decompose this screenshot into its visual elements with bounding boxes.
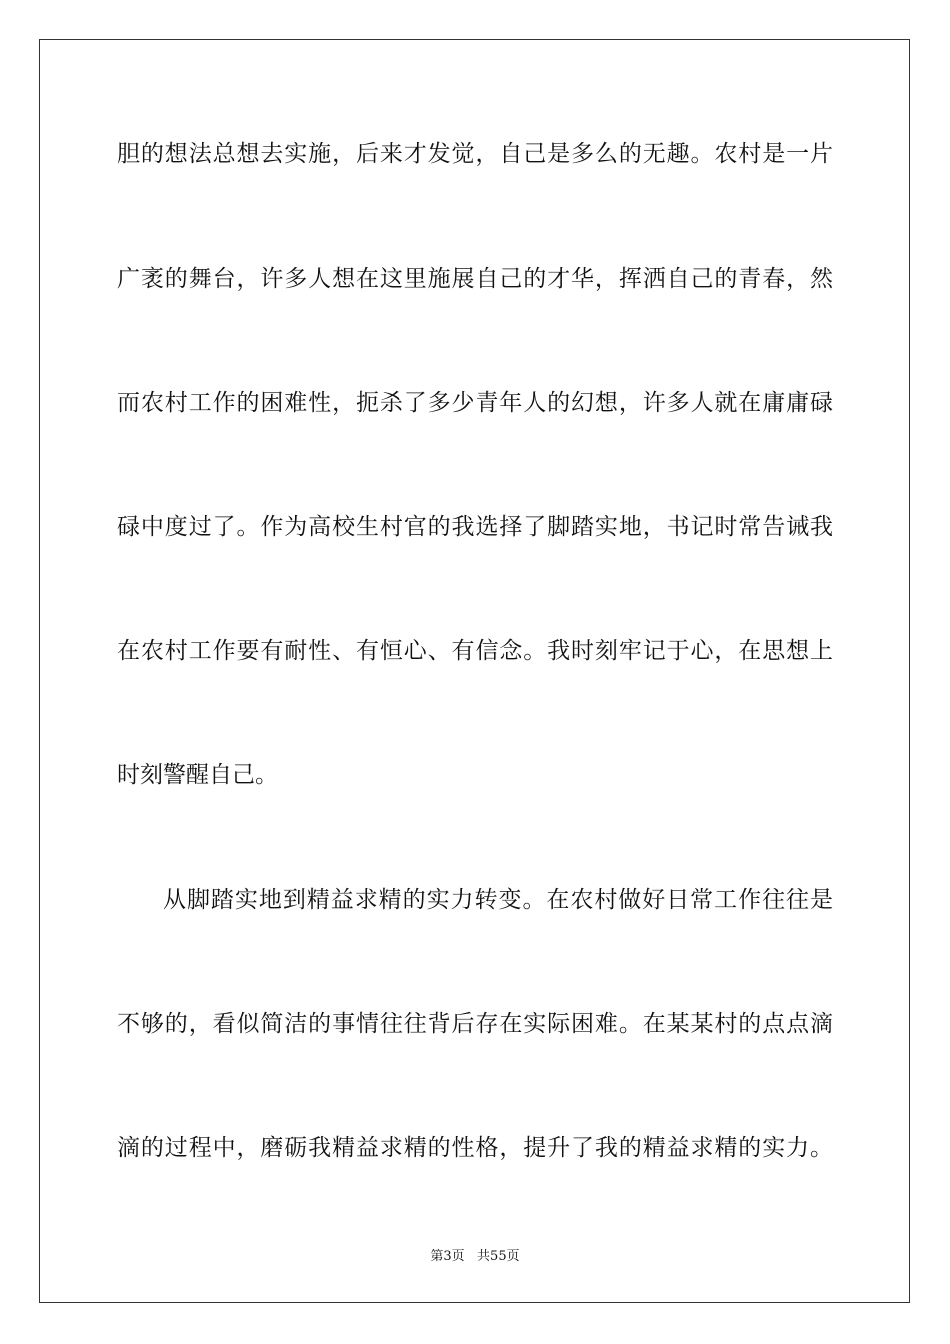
paragraph-first-line: 从脚踏实地到精益求精的实力转变。在农村做好日常工作往往是 <box>163 887 833 913</box>
text-line: 广袤的舞台，许多人想在这里施展自己的才华，挥洒自己的青春，然 <box>117 266 833 292</box>
page-number-footer: 第3页 共55页 <box>430 1249 520 1264</box>
text-line: 滴的过程中，磨砺我精益求精的性格，提升了我的精益求精的实力。 <box>117 1135 833 1161</box>
text-line: 不够的，看似简洁的事情往往背后存在实际困难。在某某村的点点滴 <box>117 1011 833 1037</box>
text-line: 胆的想法总想去实施，后来才发觉，自己是多么的无趣。农村是一片 <box>117 141 833 167</box>
page-border <box>39 39 910 1303</box>
text-line: 碌中度过了。作为高校生村官的我选择了脚踏实地，书记时常告诫我 <box>117 514 833 540</box>
text-line: 而农村工作的困难性，扼杀了多少青年人的幻想，许多人就在庸庸碌 <box>117 390 833 416</box>
text-line: 在农村工作要有耐性、有恒心、有信念。我时刻牢记于心，在思想上 <box>117 638 833 664</box>
text-line: 时刻警醒自己。 <box>117 762 278 788</box>
